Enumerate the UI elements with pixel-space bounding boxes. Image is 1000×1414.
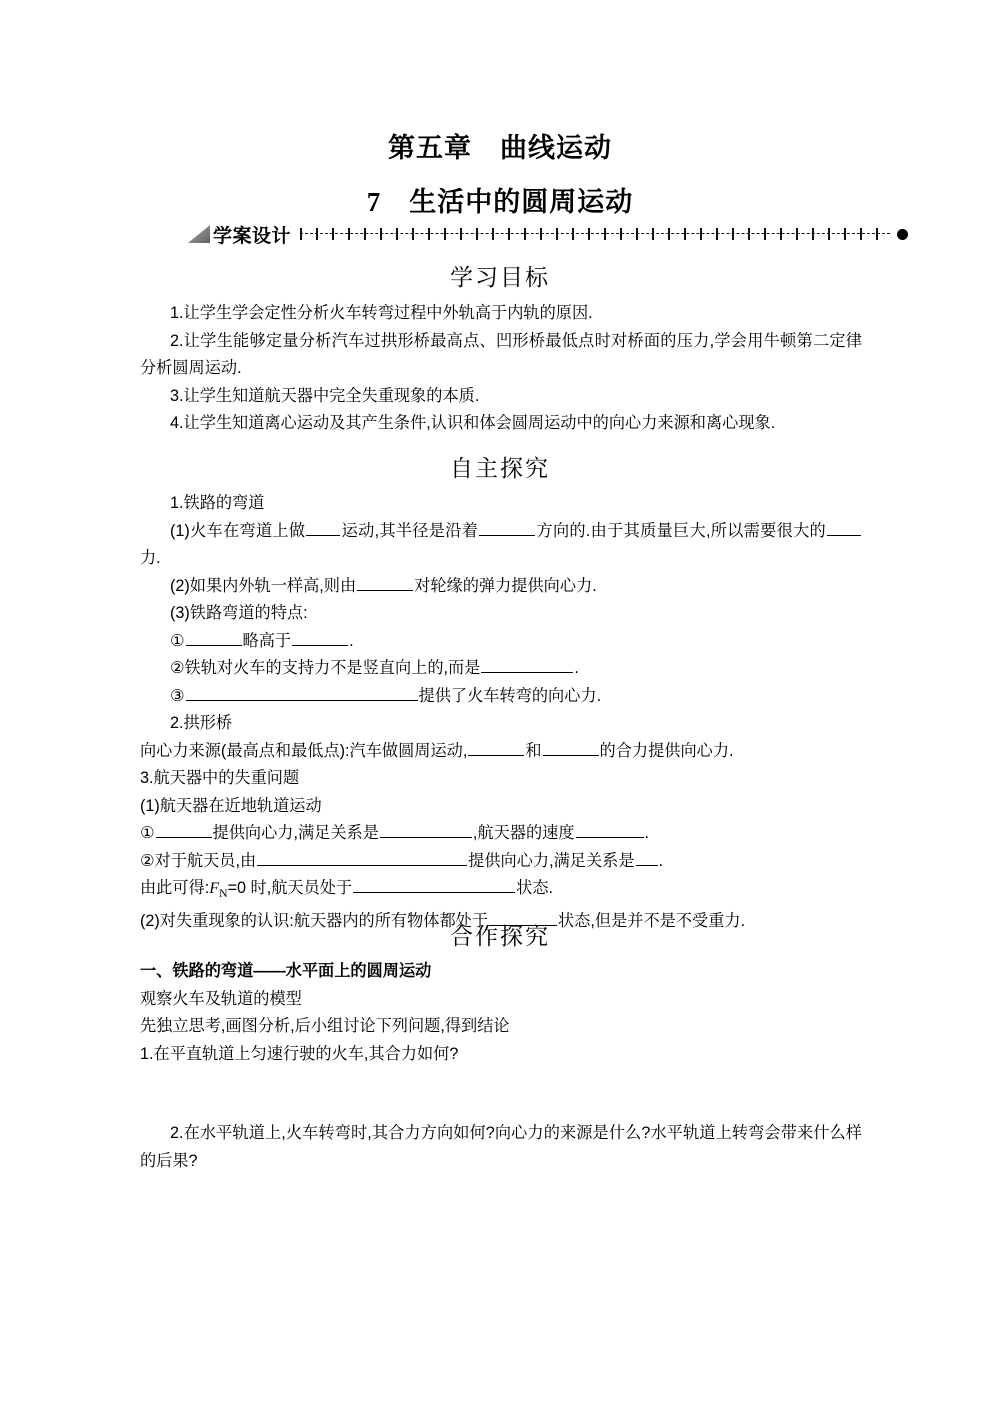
fill-blank[interactable] (481, 655, 573, 673)
cooperative-inquiry-body (140, 958, 862, 1068)
cooperative-question-2-block (140, 1120, 862, 1175)
t3-2-text-a: (2)对失重现象的认识:航天器内的所有物体都处于 (140, 911, 489, 930)
heading-self-study: 自主探究 (450, 455, 550, 481)
fill-blank[interactable] (636, 848, 658, 866)
t3-1-1-text-d: . (644, 824, 650, 842)
force-symbol-subscript: N (219, 887, 228, 901)
heading-learning-objectives: 学习目标 (450, 264, 550, 290)
t1-3-2-text-a: ②铁轨对火车的支持力不是竖直向上的,而是 (170, 659, 481, 677)
fill-blank[interactable] (292, 628, 348, 646)
t1-3-3-marker: ③ (170, 686, 185, 705)
fill-blank[interactable] (257, 848, 467, 866)
t1-1-text-c: 方向的.由于其质量巨大,所以需要很大的 (536, 521, 827, 540)
self-study-t3-item1-2 (140, 848, 862, 876)
self-study-t1-item2 (140, 573, 862, 601)
self-study-t3-item1-1 (140, 820, 862, 848)
self-study-t1-item3-3 (140, 683, 862, 711)
t2-1-text-a: 向心力来源(最高点和最低点):汽车做圆周运动, (140, 741, 468, 760)
learning-objectives-body (140, 300, 862, 438)
fill-blank[interactable] (353, 875, 515, 893)
self-study-t2-item1 (140, 738, 862, 766)
self-study-t1-item3-1 (140, 628, 862, 656)
t3-1-3-text-a: 由此可得: (140, 879, 210, 897)
heading-cooperative-inquiry: 合作探究 (450, 923, 550, 949)
t2-1-text-c: 的合力提供向心力. (599, 741, 734, 760)
fill-blank[interactable] (306, 518, 340, 536)
banner-label: 学案设计 (213, 225, 292, 247)
t3-1-1-text-b: 提供向心力,满足关系是 (212, 824, 379, 842)
self-study-t3-item1-3 (140, 875, 862, 908)
objective-item-3: 3.让学生知道航天器中完全失重现象的本质. (170, 386, 480, 405)
self-study-t3-item1: (1)航天器在近地轨道运动 (140, 796, 322, 815)
force-symbol-letter: F (209, 879, 220, 897)
t1-3-1-marker: ① (170, 631, 185, 650)
fill-blank[interactable] (357, 573, 413, 591)
cooperative-question-2: 2.在水平轨道上,火车转弯时,其合力方向如何?向心力的来源是什么?水平轨道上转弯会带来什么样的后果? (140, 1124, 862, 1170)
fill-blank[interactable] (380, 820, 472, 838)
cooperative-line-2: 先独立思考,画图分析,后小组讨论下列问题,得到结论 (140, 1017, 510, 1035)
self-study-t1-title: 1.铁路的弯道 (170, 494, 265, 512)
self-study-t1-item3: (3)铁路弯道的特点: (170, 604, 308, 622)
fill-blank[interactable] (543, 738, 599, 756)
t3-1-2-text-c: . (658, 851, 664, 870)
chapter-title: 第五章 曲线运动 (388, 133, 612, 163)
t2-1-text-b: 和 (525, 741, 542, 760)
objective-item-2: 2.让学生能够定量分析汽车过拱形桥最高点、凹形桥最低点时对桥面的压力,学会用牛顿第二定律分析圆周运动. (140, 331, 862, 377)
dashed-rail-decoration (300, 227, 899, 241)
fill-blank[interactable] (468, 738, 524, 756)
t1-3-1-text-c: . (349, 631, 354, 650)
t1-1-text-b: 运动,其半径是沿着 (341, 521, 479, 540)
section-banner (188, 221, 908, 247)
t3-1-2-text-b: 提供向心力,满足关系是 (468, 851, 635, 870)
cooperative-question-1: 1.在平直轨道上匀速行驶的火车,其合力如何? (140, 1044, 459, 1063)
t1-2-text-b: 对轮缘的弹力提供向心力. (414, 576, 597, 595)
t1-1-text-a: (1)火车在弯道上做 (170, 521, 306, 540)
self-study-t1-item1 (140, 518, 862, 573)
fill-blank[interactable] (479, 518, 535, 536)
fill-blank[interactable] (156, 820, 212, 838)
objective-item-4: 4.让学生知道离心运动及其产生条件,认识和体会圆周运动中的向心力来源和离心现象. (170, 414, 776, 432)
objective-item-1: 1.让学生学会定性分析火车转弯过程中外轨高于内轨的原因. (170, 304, 593, 322)
t3-2-text-b: 状态,但是并不是不受重力. (558, 911, 746, 930)
t3-1-1-text-c: ,航天器的速度 (472, 824, 575, 842)
fill-blank[interactable] (186, 628, 242, 646)
self-study-t3-title: 3.航天器中的失重问题 (140, 769, 300, 787)
t1-2-text-a: (2)如果内外轨一样高,则由 (170, 576, 357, 595)
self-study-t2-title: 2.拱形桥 (170, 714, 233, 732)
fill-blank[interactable] (186, 683, 418, 701)
t3-1-2-text-a: ②对于航天员,由 (140, 851, 257, 870)
t1-3-2-text-b: . (574, 659, 579, 677)
fill-blank[interactable] (576, 820, 644, 838)
flag-triangle-icon (188, 225, 210, 243)
self-study-body (140, 490, 862, 935)
t3-1-1-marker: ① (140, 824, 155, 842)
cooperative-line-1: 观察火车及轨道的模型 (140, 989, 302, 1008)
t3-1-3-text-c: 状态. (516, 879, 554, 897)
cooperative-topic-heading: 一、铁路的弯道——水平面上的圆周运动 (140, 962, 432, 980)
self-study-t1-item3-2 (140, 655, 862, 683)
t1-3-1-text-b: 略高于 (242, 631, 292, 650)
t1-1-text-d: 力. (140, 549, 161, 567)
t3-1-3-text-b: =0 时,航天员处于 (227, 879, 353, 897)
lesson-title: 7 生活中的圆周运动 (366, 187, 634, 217)
fill-blank[interactable] (827, 518, 861, 536)
force-normal-symbol (209, 879, 228, 901)
t1-3-3-text-b: 提供了火车转弯的向心力. (418, 686, 602, 705)
